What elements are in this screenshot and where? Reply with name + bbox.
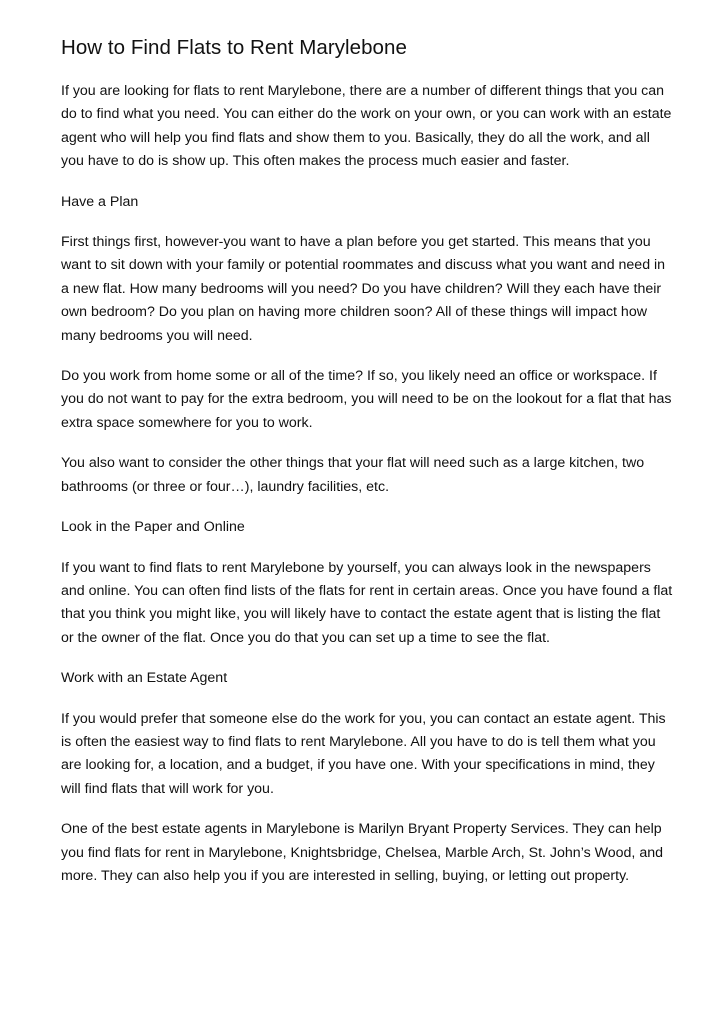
plan-paragraph-3: You also want to consider the other things that your flat will need such as a large kitchen, two bathrooms (or three or four…), laundry facilities, etc. — [61, 455, 645, 495]
intro-paragraph: If you are looking for flats to rent Marylebone, there are a number of different things that you can do to find what you need. You can either do the work on your own, or you can work with an estate agent who will help you find flats and show them to you. Basically, they do all the work, and all you have to do is show up. This often makes the process much easier and faster. — [61, 83, 672, 170]
section-heading-estate-agent: Work with an Estate Agent — [61, 670, 228, 687]
section-heading-paper-online: Look in the Paper and Online — [61, 519, 245, 536]
section-heading-have-a-plan: Have a Plan — [61, 193, 139, 210]
document-page — [61, 34, 673, 905]
plan-paragraph-2: Do you work from home some or all of the time? If so, you likely need an office or workspace. If you do not want to pay for the extra bedroom, you will need to be on the lookout for a flat that has extra space somewhere for you to work. — [61, 368, 672, 431]
paper-online-paragraph: If you want to find flats to rent Marylebone by yourself, you can always look in the newspapers and online. You can often find lists of the flats for rent in certain areas. Once you have found a flat that you think you might like, you will likely have to contact the estate agent that is listing the flat or the owner of the flat. Once you do that you can set up a time to see the flat. — [61, 559, 673, 646]
document-title: How to Find Flats to Rent Marylebone — [61, 36, 407, 59]
estate-agent-paragraph-1: If you would prefer that someone else do the work for you, you can contact an estate agent. This is often the easiest way to find flats to rent Marylebone. All you have to do is tell them what you are looking for, a location, and a budget, if you have one. With your specifications in mind, they will find flats that will work for you. — [61, 710, 666, 797]
plan-paragraph-1: First things first, however-you want to have a plan before you get started. This means that you want to sit down with your family or potential roommates and discuss what you want and need in a new flat. How many bedrooms will you need? Do you have children? Will they each have their own bedroom? Do you plan on having more children soon? All of these things will impact how many bedrooms you will need. — [61, 234, 666, 344]
estate-agent-paragraph-2: One of the best estate agents in Marylebone is Marilyn Bryant Property Services. They can help you find flats for rent in Marylebone, Knightsbridge, Chelsea, Marble Arch, St. John’s Wood, and more. They can also help you if you are interested in selling, buying, or letting out property. — [61, 821, 663, 884]
